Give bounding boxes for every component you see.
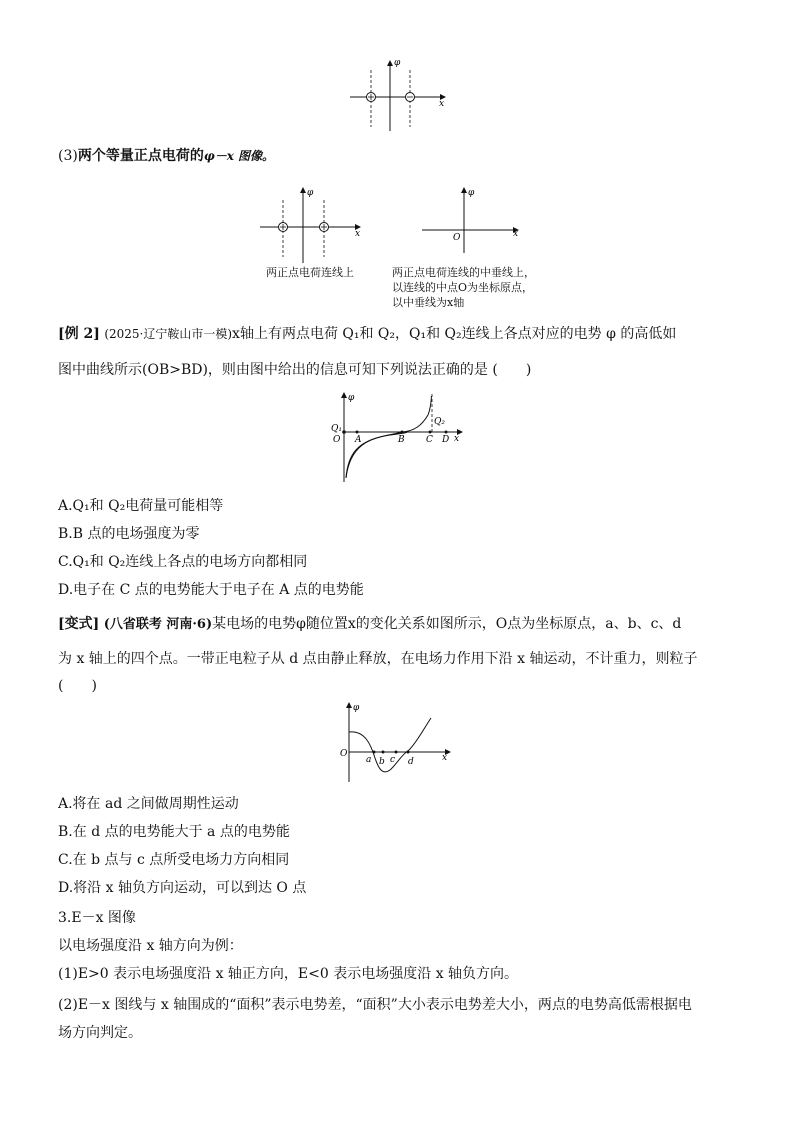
positive-charge-icon bbox=[367, 93, 376, 102]
d-label: d bbox=[408, 757, 414, 767]
negative-charge-icon bbox=[406, 93, 415, 102]
q2-label: Q₂ bbox=[434, 417, 445, 427]
left-figure-caption: 两正点电荷连线上 bbox=[266, 266, 354, 279]
c-label: c bbox=[390, 755, 396, 765]
example2-tag: [例 2] bbox=[58, 326, 100, 342]
axis-x-label: x bbox=[355, 229, 361, 239]
section-3-tail: φ－x 图像。 bbox=[203, 149, 275, 163]
axis-phi-label: φ bbox=[394, 58, 401, 68]
example2-text1: x轴上有两点电荷 Q₁和 Q₂，Q₁和 Q₂连线上各点对应的电势 φ 的高低如 bbox=[232, 326, 677, 342]
section-3-heading bbox=[58, 146, 274, 166]
axis-x-label: x bbox=[439, 99, 445, 109]
variant-tag: [变式] bbox=[58, 616, 100, 632]
c-label: C bbox=[426, 435, 433, 445]
variant-option-b: B.在 d 点的电势能大于 a 点的电势能 bbox=[58, 824, 290, 840]
section-ex-p2b: 场方向判定。 bbox=[58, 1025, 142, 1041]
example2-line2: 图中曲线所示(OB>BD)，则由图中给出的信息可知下列说法正确的是 ( ) bbox=[58, 362, 532, 378]
section-ex-intro: 以电场强度沿 x 轴方向为例： bbox=[58, 938, 243, 954]
section-3-num: (3) bbox=[58, 148, 78, 164]
q1-label: Q₁ bbox=[331, 424, 342, 434]
variant-option-c: C.在 b 点与 c 点所受电场力方向相同 bbox=[58, 852, 290, 868]
variant-potential-figure bbox=[335, 700, 455, 785]
axis-x-label: x bbox=[454, 434, 460, 444]
example2-option-c: C.Q₁和 Q₂连线上各点的电场方向都相同 bbox=[58, 554, 308, 570]
variant-source: (八省联考 河南·6) bbox=[103, 617, 213, 632]
example2-option-b: B.B 点的电场强度为零 bbox=[58, 526, 200, 542]
positive-charge-icon bbox=[320, 223, 329, 232]
section-3-text: 两个等量正点电荷的 bbox=[77, 148, 204, 164]
right-figure-caption-1: 两正点电荷连线的中垂线上， bbox=[392, 266, 535, 279]
a-label: a bbox=[366, 755, 372, 765]
example2-potential-figure bbox=[330, 390, 470, 485]
axis-x-label: x bbox=[513, 229, 519, 239]
section-ex-p1: (1)E>0 表示电场强度沿 x 轴正方向，E<0 表示电场强度沿 x 轴负方向。 bbox=[58, 966, 519, 982]
figure-two-charges-top bbox=[340, 55, 460, 135]
right-figure-caption-3: 以中垂线为x轴 bbox=[392, 296, 465, 309]
variant-line1 bbox=[58, 614, 681, 635]
example2-option-a: A.Q₁和 Q₂电荷量可能相等 bbox=[58, 498, 224, 514]
section-ex-p2a: (2)E－x 图线与 x 轴围成的“面积”表示电势差，“面积”大小表示电势差大小，两点的电势高低需根据电 bbox=[58, 997, 692, 1013]
variant-text1: 某电场的电势φ随位置x的变化关系如图所示，O点为坐标原点，a、b、c、d bbox=[212, 616, 682, 632]
axis-phi-label: φ bbox=[307, 188, 314, 198]
variant-option-a: A.将在 ad 之间做周期性运动 bbox=[58, 796, 239, 812]
d-label: D bbox=[442, 435, 450, 445]
origin-label: O bbox=[453, 233, 461, 243]
axis-phi-label: φ bbox=[353, 703, 360, 713]
a-label: A bbox=[355, 435, 362, 445]
b-label: b bbox=[379, 757, 385, 767]
variant-line3: ( ) bbox=[58, 678, 97, 694]
right-figure-caption-2: 以连线的中点O为坐标原点， bbox=[392, 281, 534, 294]
example2-line1 bbox=[58, 324, 676, 344]
example2-option-d: D.电子在 C 点的电势能大于电子在 A 点的电势能 bbox=[58, 582, 364, 598]
figure-perpendicular-bisector bbox=[418, 185, 528, 255]
positive-charge-icon bbox=[279, 223, 288, 232]
axis-x-label: x bbox=[442, 753, 448, 763]
variant-option-d: D.将沿 x 轴负方向运动，可以到达 O 点 bbox=[58, 880, 307, 896]
o-label: O bbox=[340, 749, 348, 759]
example2-source: (2025·辽宁鞍山市一模) bbox=[104, 327, 233, 341]
o-label: O bbox=[333, 435, 341, 445]
axis-phi-label: φ bbox=[468, 188, 475, 198]
variant-line2: 为 x 轴上的四个点。一带正电粒子从 d 点由静止释放，在电场力作用下沿 x 轴运动，不计重力，则粒子 bbox=[58, 651, 698, 667]
b-label: B bbox=[398, 435, 405, 445]
figure-two-positive-charges-line bbox=[255, 185, 370, 265]
axis-phi-label: φ bbox=[348, 393, 355, 403]
section-ex-title: 3.E－x 图像 bbox=[58, 910, 136, 926]
